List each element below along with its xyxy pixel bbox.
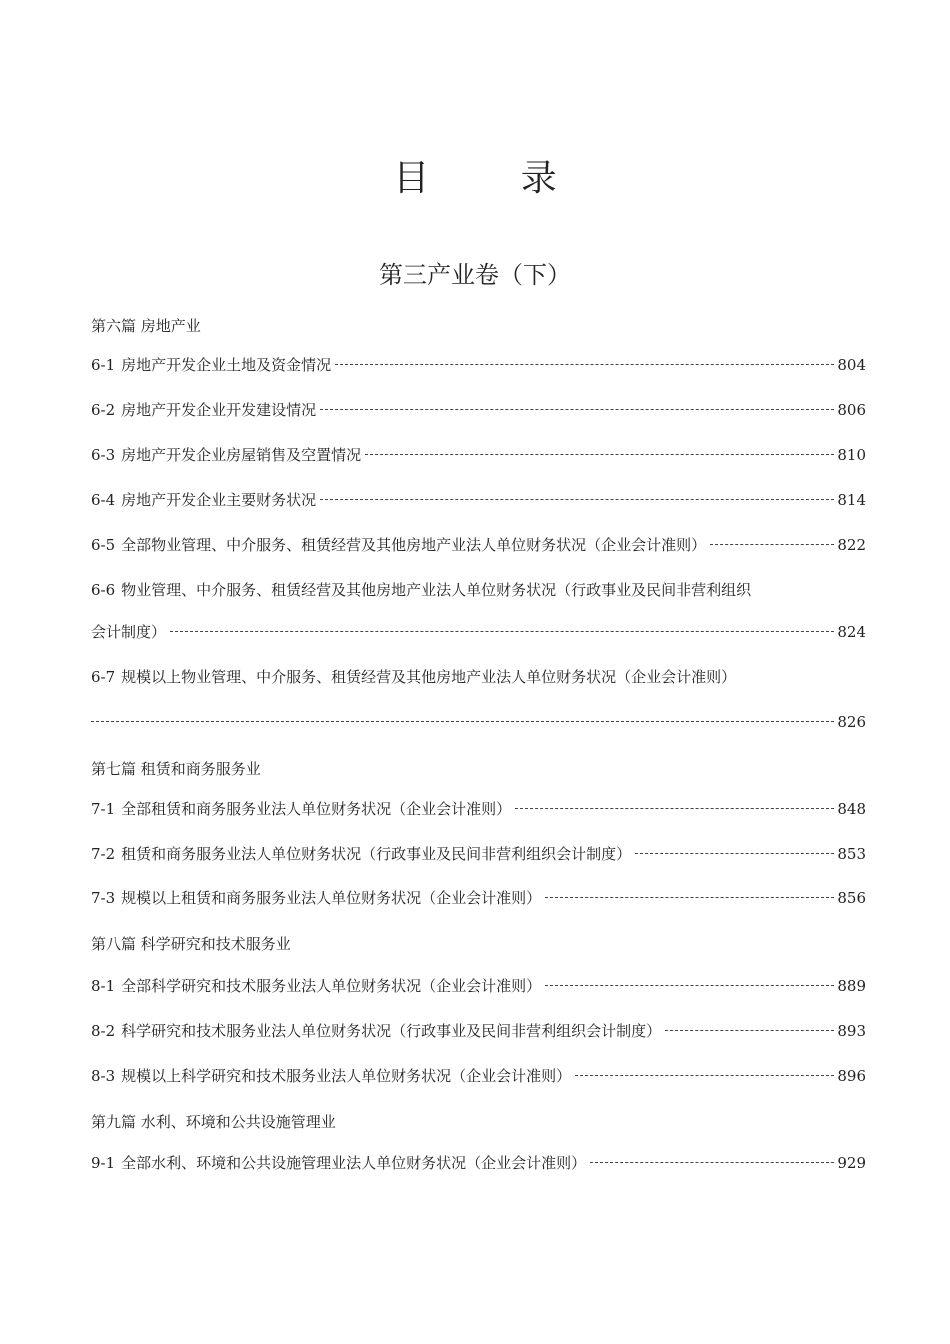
toc-entry[interactable] bbox=[91, 622, 866, 642]
page-number: 814 bbox=[837, 491, 866, 509]
leader-dots bbox=[545, 897, 834, 898]
page-number: 848 bbox=[837, 800, 866, 818]
leader-dots bbox=[665, 1030, 834, 1031]
page-number: 806 bbox=[837, 401, 866, 419]
leader-dots bbox=[320, 499, 834, 500]
toc-entry-label: 9-1 全部水利、环境和公共设施管理业法人单位财务状况（企业会计准则） bbox=[91, 1154, 587, 1172]
leader-dots bbox=[545, 985, 834, 986]
toc-entry-label: 6-4 房地产开发企业主要财务状况 bbox=[91, 491, 317, 509]
toc-entry-label: 规模以上物业管理、中介服务、租赁经营及其他房地产业法人单位财务状况（企业会计准则） bbox=[121, 668, 737, 686]
toc-entry[interactable] bbox=[91, 1021, 866, 1041]
leader-dots bbox=[515, 808, 834, 809]
toc-entry[interactable] bbox=[91, 400, 866, 420]
toc-entry[interactable] bbox=[91, 799, 866, 819]
page-number: 810 bbox=[837, 446, 866, 464]
toc-entry[interactable] bbox=[91, 712, 866, 732]
toc-entry-label: 8-1 全部科学研究和技术服务业法人单位财务状况（企业会计准则） bbox=[91, 977, 542, 995]
toc-entry-line1[interactable]: 6-6 物业管理、中介服务、租赁经营及其他房地产业法人单位财务状况（行政事业及民间非营利组织 bbox=[91, 581, 752, 599]
toc-entry[interactable] bbox=[91, 844, 866, 864]
toc-entry-label: 6-1 房地产开发企业土地及资金情况 bbox=[91, 356, 332, 374]
section-heading: 第六篇 房地产业 bbox=[91, 317, 201, 335]
toc-entry-label: 8-3 规模以上科学研究和技术服务业法人单位财务状况（企业会计准则） bbox=[91, 1067, 572, 1085]
leader-dots bbox=[590, 1162, 834, 1163]
page-number: 822 bbox=[837, 536, 866, 554]
toc-entry[interactable] bbox=[91, 1153, 866, 1173]
toc-entry-label: 8-2 科学研究和技术服务业法人单位财务状况（行政事业及民间非营利组织会计制度） bbox=[91, 1022, 662, 1040]
page-number: 824 bbox=[837, 623, 866, 641]
leader-dots bbox=[710, 544, 834, 545]
toc-entry[interactable] bbox=[91, 535, 866, 555]
section-heading: 第九篇 水利、环境和公共设施管理业 bbox=[91, 1113, 336, 1131]
toc-entry-label: 7-1 全部租赁和商务服务业法人单位财务状况（企业会计准则） bbox=[91, 800, 512, 818]
toc-entry[interactable] bbox=[91, 888, 866, 908]
toc-entry-label: 物业管理、中介服务、租赁经营及其他房地产业法人单位财务状况（行政事业及民间非营利组织 bbox=[121, 581, 752, 599]
toc-entry[interactable] bbox=[91, 1066, 866, 1086]
page-number: 856 bbox=[837, 889, 866, 907]
toc-entry[interactable] bbox=[91, 355, 866, 375]
toc-entry-label: 7-3 规模以上租赁和商务服务业法人单位财务状况（企业会计准则） bbox=[91, 889, 542, 907]
page-title: 目 录 bbox=[393, 158, 597, 199]
leader-dots bbox=[635, 853, 834, 854]
page-number: 804 bbox=[837, 356, 866, 374]
toc-entry-label: 会计制度） bbox=[91, 623, 167, 641]
toc-entry-label: 7-2 租赁和商务服务业法人单位财务状况（行政事业及民间非营利组织会计制度） bbox=[91, 845, 632, 863]
leader-dots bbox=[365, 454, 834, 455]
volume-title: 第三产业卷（下） bbox=[379, 261, 571, 289]
page-number: 853 bbox=[837, 845, 866, 863]
leader-dots bbox=[335, 364, 834, 365]
toc-entry-label: 6-2 房地产开发企业开发建设情况 bbox=[91, 401, 317, 419]
toc-entry[interactable] bbox=[91, 490, 866, 510]
toc-entry-label: 6-5 全部物业管理、中介服务、租赁经营及其他房地产业法人单位财务状况（企业会计准则） bbox=[91, 536, 707, 554]
leader-dots bbox=[575, 1075, 834, 1076]
page-number: 896 bbox=[837, 1067, 866, 1085]
leader-dots bbox=[91, 721, 834, 722]
toc-entry[interactable] bbox=[91, 976, 866, 996]
page-number: 929 bbox=[837, 1154, 866, 1172]
page-number: 889 bbox=[837, 977, 866, 995]
page-number: 826 bbox=[837, 713, 866, 731]
section-heading: 第八篇 科学研究和技术服务业 bbox=[91, 935, 291, 953]
toc-entry-label: 6-3 房地产开发企业房屋销售及空置情况 bbox=[91, 446, 362, 464]
page-number: 893 bbox=[837, 1022, 866, 1040]
leader-dots bbox=[170, 631, 834, 632]
leader-dots bbox=[320, 409, 834, 410]
toc-entry-line1[interactable]: 6-7 规模以上物业管理、中介服务、租赁经营及其他房地产业法人单位财务状况（企业会计准则） bbox=[91, 668, 737, 686]
toc-entry[interactable] bbox=[91, 445, 866, 465]
section-heading: 第七篇 租赁和商务服务业 bbox=[91, 760, 261, 778]
